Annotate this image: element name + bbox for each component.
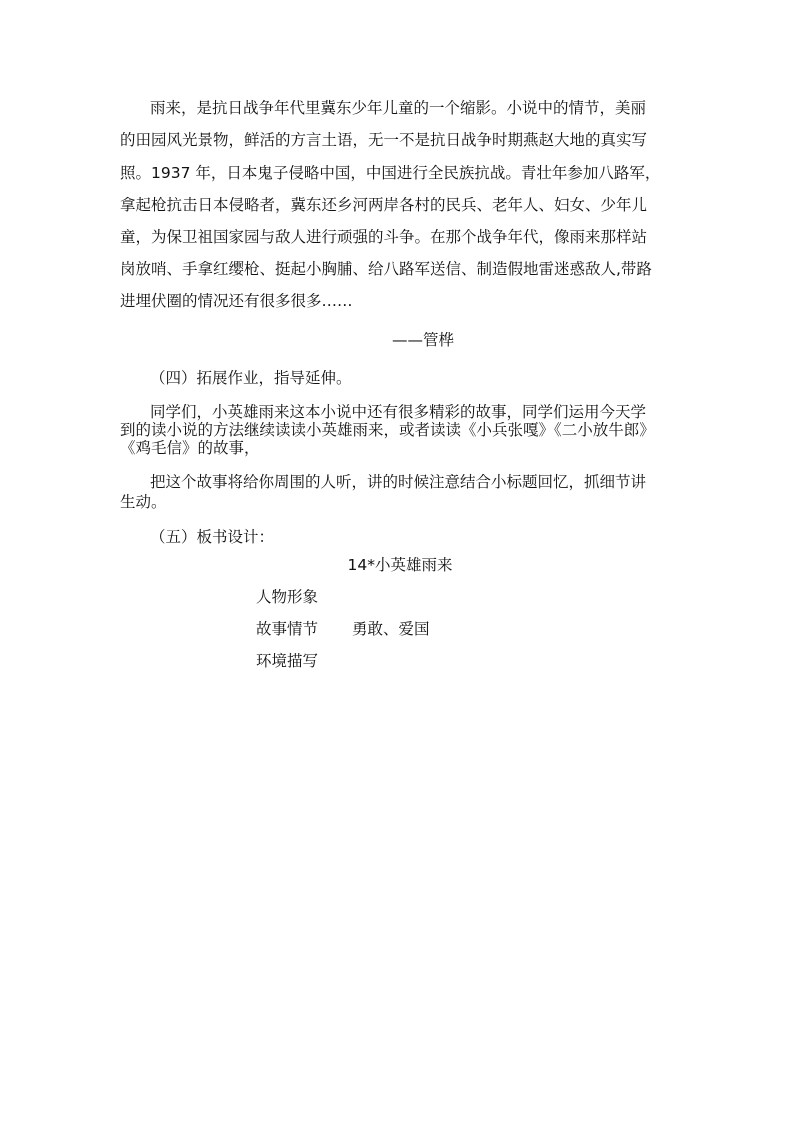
paragraph-1-line-7: 进埋伏圈的情况还有很多很多…… — [120, 292, 353, 310]
section-4-title: （四）拓展作业，指导延伸。 — [150, 369, 352, 387]
section-4-para2-line-1: 把这个故事将给你周围的人听，讲的时候注意结合小标题回忆，抓细节讲 — [150, 473, 647, 491]
board-item-environment: 环境描写 — [256, 652, 319, 670]
board-item-character: 人物形象 — [256, 588, 319, 606]
paragraph-1-line-4: 拿起枪抗击日本侵略者，冀东还乡河两岸各村的民兵、老年人、妇女、少年儿 — [120, 196, 648, 214]
section-4-para-line-1: 同学们，小英雄雨来这本小说中还有很多精彩的故事，同学们运用今天学 — [150, 403, 647, 421]
paragraph-1-line-5: 童，为保卫祖国家园与敌人进行顽强的斗争。在那个战争年代，像雨来那样站 — [120, 228, 648, 246]
board-title: 14*小英雄雨来 — [347, 556, 453, 574]
section-5-title: （五）板书设计： — [150, 528, 275, 546]
section-4-para-line-3: 《鸡毛信》的故事， — [120, 439, 260, 457]
section-4-para2-line-2: 生动。 — [120, 493, 167, 511]
board-keyword: 勇敢、爱国 — [352, 620, 430, 638]
author-signature: ——管桦 — [392, 331, 455, 349]
paragraph-1-line-6: 岗放哨、手拿红缨枪、挺起小胸脯、给八路军送信、制造假地雷迷惑敌人,带路 — [120, 260, 652, 278]
section-4-para-line-2: 到的读小说的方法继续读读小英雄雨来，或者读读《小兵张嘎》《二小放牛郎》 — [120, 421, 655, 439]
paragraph-1-line-2: 的田园风光景物，鲜活的方言土语，无一不是抗日战争时期燕赵大地的真实写 — [120, 131, 648, 149]
paragraph-1-line-1: 雨来，是抗日战争年代里冀东少年儿童的一个缩影。小说中的情节，美丽 — [150, 99, 647, 117]
board-item-plot: 故事情节 — [256, 620, 319, 638]
paragraph-1-line-3: 照。1937 年，日本鬼子侵略中国，中国进行全民族抗战。青壮年参加八路军， — [120, 164, 661, 182]
